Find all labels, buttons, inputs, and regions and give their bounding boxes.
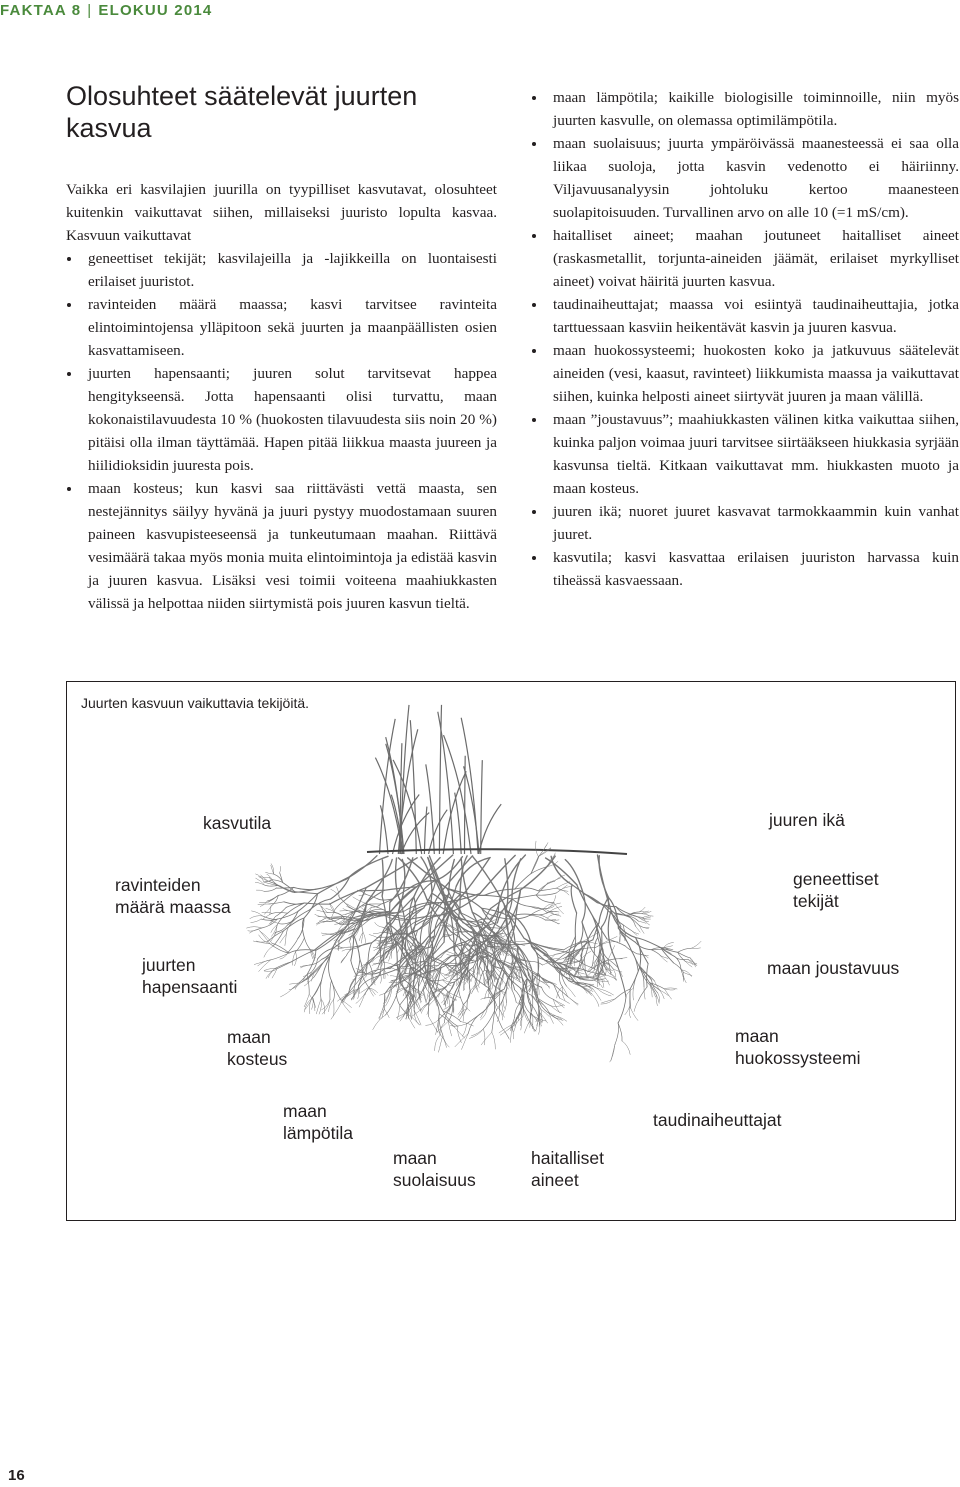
list-item: juurten hapensaanti; juuren solut tarvitsevat happea hengitykseensä. Jotta hapensaanti olisi turvattu, maan kokonaistilavuudesta 10 % (huokosten tilavuudesta siis noin 20 %) pitäisi olla ilman täyttämää. Hapen pitää liikkua maasta juureen ja hiilidioksidin juuresta pois. — [66, 362, 497, 477]
root-strand — [608, 958, 627, 961]
root-strand — [365, 985, 372, 995]
root-strand — [251, 919, 261, 922]
root-strand — [640, 966, 650, 982]
root-strand — [295, 892, 318, 894]
root-strand — [439, 1014, 454, 1027]
root-strand — [602, 897, 609, 927]
factor-list-left — [66, 247, 497, 615]
root-strand — [385, 943, 396, 944]
root-strand — [684, 973, 692, 976]
root-strand — [651, 950, 661, 956]
root-strand — [293, 974, 308, 988]
root-strand — [530, 961, 542, 965]
root-strand — [505, 1003, 507, 1012]
root-strand — [622, 1041, 630, 1055]
root-strand — [356, 994, 365, 1004]
label-kosteus-line2: kosteus — [227, 1049, 288, 1069]
root-strand — [391, 948, 392, 958]
root-strand — [397, 947, 401, 953]
label-haitalliset-line2: aineet — [531, 1170, 579, 1190]
grass-blade — [461, 718, 478, 854]
grass-blade — [439, 705, 441, 854]
root-strand — [491, 977, 492, 989]
root-strand — [661, 956, 667, 962]
root-strand — [271, 865, 274, 874]
root-strand — [316, 918, 327, 924]
root-strand — [512, 899, 531, 907]
root-strand — [552, 1015, 567, 1021]
root-strand — [691, 941, 701, 948]
root-strand — [417, 977, 427, 1000]
root-strand — [271, 895, 278, 906]
root-strand — [260, 901, 267, 906]
root-strand — [462, 1024, 466, 1037]
root-strand — [523, 1006, 527, 1021]
root-strand — [615, 1023, 619, 1044]
root-strand — [639, 987, 648, 1001]
root-strand — [500, 1009, 503, 1020]
label-huokossysteemi-line1: maan — [735, 1026, 779, 1046]
root-strand — [567, 986, 576, 997]
label-kasvutila: kasvutila — [203, 813, 272, 833]
soil-surface-line — [367, 849, 627, 854]
root-strand — [314, 964, 322, 973]
root-strand — [548, 878, 561, 883]
root-strand — [458, 1026, 462, 1042]
root-strand — [379, 1009, 385, 1018]
root-strand — [445, 951, 456, 955]
root-strand — [664, 988, 677, 989]
grass-blade — [479, 804, 502, 854]
root-strand — [660, 990, 664, 998]
root-strand — [450, 911, 490, 942]
root-strand — [329, 956, 332, 981]
right-column — [531, 86, 959, 592]
root-strand — [319, 921, 330, 923]
root-strand — [459, 989, 463, 1004]
root-strand — [635, 926, 640, 932]
root-strand — [639, 926, 649, 928]
root-strand — [643, 916, 653, 918]
root-strand — [345, 988, 359, 997]
list-item: maan lämpötila; kaikille biologisille toiminnoille, niin myös juurten kasvulle, on olemassa optimilämpötila. — [531, 86, 959, 132]
label-hapensaanti-line2: hapensaanti — [142, 977, 238, 997]
root-strand — [618, 997, 626, 1023]
root-strand — [345, 988, 360, 994]
root-strand — [269, 902, 284, 904]
root-strand — [538, 881, 554, 891]
root-strand — [496, 1003, 502, 1012]
header-separator: | — [87, 2, 93, 19]
root-strand — [366, 904, 384, 910]
root-strand — [632, 951, 639, 971]
root-strand — [369, 935, 377, 938]
grass-blade — [424, 807, 427, 854]
root-strand — [678, 948, 691, 952]
list-item: haitalliset aineet; maahan joutuneet haitalliset aineet (raskasmetallit, torjunta-aineiden jäämät, erilaiset myrkylliset aineet) voivat häiritä juurten kasvua. — [531, 224, 959, 293]
root-strand — [554, 984, 568, 996]
root-network — [247, 841, 702, 1062]
root-strand — [335, 901, 344, 909]
root-strand — [359, 994, 365, 1007]
header-section: FAKTAA 8 — [0, 2, 82, 19]
root-strand — [351, 961, 357, 976]
label-haitalliset-line1: haitalliset — [531, 1148, 604, 1168]
root-strand — [373, 932, 382, 934]
root-strand — [449, 996, 450, 1008]
root-strand — [618, 928, 635, 942]
root-strand — [383, 959, 384, 970]
root-strand — [288, 939, 298, 953]
list-item: maan ”joustavuus”; maahiukkasten välinen kitka vaikuttaa siihen, kuinka paljon voimaa juuri tarvitsee siirtääkseen hiukkasia syrjään kasvunsa tieltä. Kitkaan vaikuttavat mm. hiukkasten muoto ja maan kosteus. — [531, 408, 959, 500]
root-factors-figure — [66, 681, 956, 1221]
root-strand — [633, 988, 634, 1000]
figure-caption: Juurten kasvuun vaikuttavia tekijöitä. — [81, 695, 310, 711]
root-strand — [247, 927, 262, 928]
label-geneettiset-line2: tekijät — [793, 891, 839, 911]
root-strand — [360, 959, 362, 975]
label-geneettiset-line1: geneettiset — [793, 869, 879, 889]
root-strand — [270, 944, 289, 953]
root-strand — [467, 1012, 483, 1024]
root-strand — [275, 962, 292, 969]
factor-list-right — [531, 86, 959, 592]
root-strand — [342, 950, 349, 952]
label-taudinaiheuttajat: taudinaiheuttajat — [653, 1110, 782, 1130]
root-strand — [327, 912, 343, 916]
root-strand — [268, 969, 275, 978]
intro-paragraph: Vaikka eri kasvilajien juurilla on tyypilliset kasvutavat, olosuhteet kuitenkin vaikuttavat siihen, millaiseksi juuristo lopulta kasvaa. Kasvuun vaikuttavat — [66, 181, 497, 244]
root-strand — [363, 932, 365, 942]
grass-blade — [443, 771, 466, 854]
root-strand — [506, 989, 507, 1003]
label-huokossysteemi-line2: huokossysteemi — [735, 1048, 861, 1068]
root-strand — [678, 952, 686, 961]
root-strand — [560, 998, 570, 1003]
label-juuren-ika: juuren ikä — [769, 810, 845, 830]
label-suolaisuus-line1: maan — [393, 1148, 437, 1168]
root-strand — [536, 883, 548, 895]
root-strand — [423, 990, 426, 1003]
root-system-illustration — [67, 682, 955, 1220]
root-strand — [301, 972, 314, 983]
root-strand — [557, 987, 563, 998]
grass-shoots — [375, 705, 501, 854]
root-strand — [481, 1032, 492, 1045]
root-strand — [304, 903, 329, 904]
root-strand — [252, 911, 263, 916]
root-strand — [321, 933, 332, 934]
root-strand — [616, 907, 631, 915]
root-strand — [531, 1013, 537, 1022]
label-ravinteiden-line1: ravinteiden — [115, 875, 201, 895]
list-item: taudinaiheuttajat; maassa voi esiintyä taudinaiheuttajia, jotka tarttuessaan kasviin heikentävät kasvin ja juuren kasvua. — [531, 293, 959, 339]
root-strand — [390, 858, 413, 903]
root-strand — [512, 895, 536, 899]
list-item: maan huokossysteemi; huokosten koko ja jatkuvuus säätelevät aineiden (vesi, kaasut, ravinteet) liikkumista maassa ja vaikuttavat siihen, kuinka helposti aineet siirtyvät juuren ja maan välillä. — [531, 339, 959, 408]
root-strand — [515, 874, 531, 889]
root-strand — [266, 872, 274, 874]
root-strand — [674, 963, 684, 973]
root-strand — [435, 857, 462, 881]
root-strand — [547, 903, 560, 909]
root-strand — [468, 1012, 483, 1033]
root-strand — [340, 999, 351, 1008]
root-strand — [294, 887, 316, 889]
root-strand — [310, 959, 322, 965]
root-strand — [268, 895, 278, 902]
left-column — [66, 178, 497, 615]
root-strand — [459, 967, 468, 989]
root-strand — [304, 938, 310, 950]
running-header — [0, 2, 212, 22]
label-kosteus-line1: maan — [227, 1027, 271, 1047]
root-strand — [615, 989, 630, 999]
root-strand — [350, 941, 351, 950]
root-strand — [311, 959, 317, 972]
root-strand — [492, 1032, 496, 1049]
label-lampotila-line1: maan — [283, 1101, 327, 1121]
root-strand — [358, 890, 384, 891]
root-strand — [420, 955, 421, 975]
root-strand — [318, 903, 327, 912]
root-strand — [547, 914, 559, 918]
root-strand — [280, 988, 292, 997]
root-strand — [262, 912, 272, 913]
list-item: kasvutila; kasvi kasvattaa erilaisen juuriston harvassa kuin tiheässä kasvaessaan. — [531, 546, 959, 592]
root-strand — [479, 967, 480, 976]
root-strand — [489, 987, 494, 996]
root-strand — [375, 922, 383, 927]
root-strand — [639, 921, 647, 923]
root-strand — [664, 989, 671, 999]
root-strand — [538, 986, 539, 995]
header-date: ELOKUU 2014 — [98, 2, 213, 19]
label-hapensaanti-line1: juurten — [142, 955, 196, 975]
root-strand — [639, 907, 645, 912]
root-strand — [512, 990, 516, 1002]
root-strand — [327, 916, 343, 917]
root-strand — [536, 895, 554, 903]
list-item: geneettiset tekijät; kasvilajeilla ja -lajikkeilla on luontaisesti erilaiset juuristot. — [66, 247, 497, 293]
list-item: maan suolaisuus; juurta ympäröivässä maanesteessä ei saa olla liikaa suoloja, jotta kasvin vedenotto ei häiriinny. Viljavuusanalyysin johtoluku kertoo maanesteen suolapitoisuuden. Turvallinen arvo on alle 10 (=1 mS/cm). — [531, 132, 959, 224]
root-strand — [332, 981, 335, 1000]
root-strand — [250, 916, 263, 919]
root-strand — [444, 995, 457, 1000]
root-strand — [538, 1000, 549, 1013]
label-lampotila-line2: lämpötila — [283, 1123, 354, 1143]
list-item: ravinteiden määrä maassa; kasvi tarvitsee ravinteita elintoimintojensa ylläpitoon sekä juurten ja maanpäällisten osien kasvattamiseen. — [66, 293, 497, 362]
root-strand — [341, 956, 346, 964]
root-strand — [483, 1029, 485, 1045]
root-strand — [311, 981, 321, 1000]
label-suolaisuus-line2: suolaisuus — [393, 1170, 476, 1190]
root-strand — [611, 1044, 615, 1060]
root-strand — [454, 1027, 465, 1038]
root-strand — [332, 981, 341, 999]
root-strand — [330, 981, 332, 1000]
root-strand — [293, 952, 296, 966]
root-strand — [595, 959, 598, 974]
root-strand — [664, 989, 675, 990]
root-strand — [400, 991, 410, 1005]
root-strand — [615, 959, 626, 997]
root-strand — [594, 938, 598, 954]
root-strand — [542, 987, 554, 999]
grass-blade — [455, 793, 462, 854]
root-strand — [280, 886, 295, 892]
root-strand — [571, 885, 576, 913]
root-strand — [385, 995, 396, 1015]
root-strand — [256, 890, 264, 891]
root-strand — [439, 1035, 443, 1052]
article-title: Olosuhteet säätelevät juurten kasvua — [66, 81, 418, 143]
root-strand — [602, 999, 616, 1003]
root-strand — [497, 1005, 505, 1017]
root-strand — [259, 902, 268, 903]
label-joustavuus: maan joustavuus — [767, 958, 900, 978]
list-item: maan kosteus; kun kasvi saa riittävästi vettä maasta, sen nestejännitys säilyy hyvänä ja juuri pystyy muodostamaan suuren paineen kasvupisteeseensä ja tunkeutumaan maahan. Riittävä vesimäärä takaa myös monia muita elintoimintoja ja edistää kasvin ja juuren kasvua. Lisäksi vesi toimii voiteena maahiukkasten välissä ja helpottaa niiden siirtymistä pois juuren kasvun tieltä. — [66, 477, 497, 615]
root-strand — [634, 1001, 638, 1012]
root-strand — [264, 946, 273, 957]
root-strand — [368, 943, 372, 961]
root-strand — [644, 987, 645, 1000]
root-strand — [500, 1025, 514, 1035]
root-strand — [361, 932, 363, 943]
root-strand — [524, 1021, 529, 1033]
root-strand — [575, 913, 576, 936]
label-ravinteiden-line2: määrä maassa — [115, 897, 231, 917]
root-strand — [443, 980, 452, 986]
root-strand — [264, 969, 277, 972]
root-strand — [267, 874, 273, 880]
root-strand — [536, 893, 556, 895]
root-strand — [455, 1034, 468, 1047]
root-strand — [280, 866, 281, 873]
root-strand — [503, 1000, 505, 1009]
root-strand — [277, 962, 292, 969]
list-item: juuren ikä; nuoret juuret kasvavat tarmokkaammin kuin vanhat juuret. — [531, 500, 959, 546]
root-strand — [273, 931, 283, 946]
page-number: 16 — [8, 1467, 25, 1484]
root-strand — [264, 888, 276, 891]
root-strand — [291, 950, 314, 961]
root-strand — [421, 1004, 428, 1014]
root-strand — [547, 918, 560, 924]
root-strand — [366, 860, 392, 903]
root-strand — [599, 856, 608, 898]
